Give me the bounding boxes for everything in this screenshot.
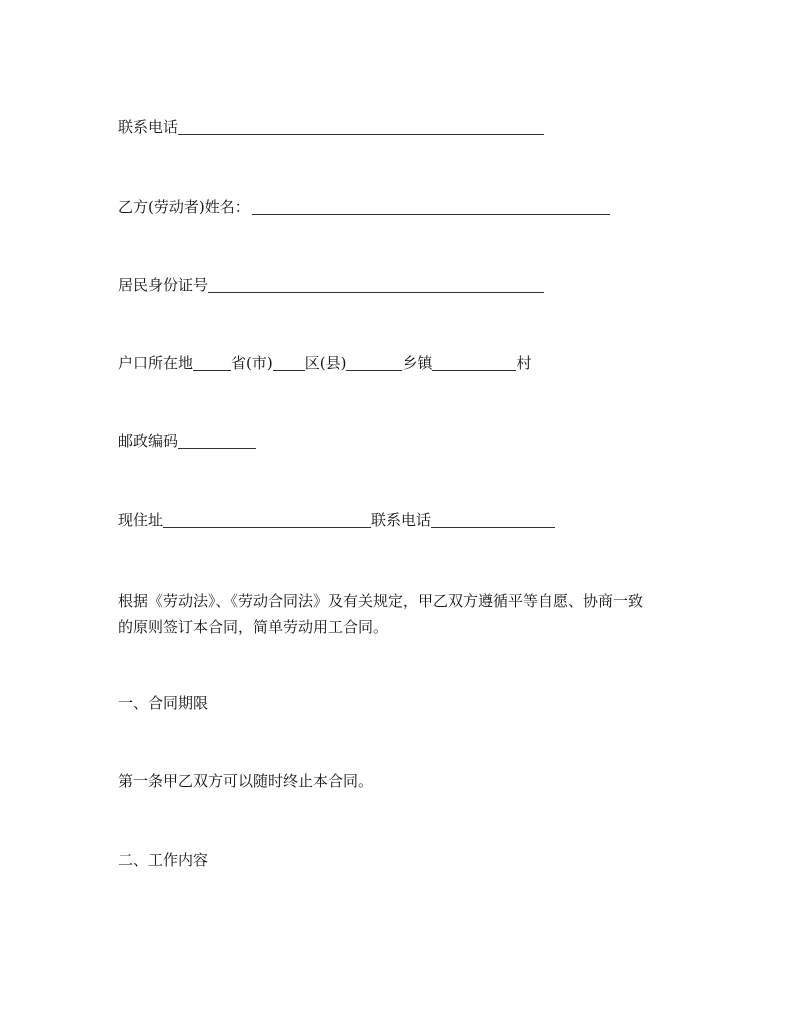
postal-code-blank[interactable] (178, 433, 256, 449)
section-1-body (118, 768, 698, 794)
section-1-heading (118, 690, 698, 716)
hukou-label: 户口所在地 (118, 354, 194, 372)
contact-phone-blank[interactable] (178, 119, 544, 135)
intro-line-1: 根据《劳动法》、《劳动合同法》及有关规定，甲乙双方遵循平等自愿、协商一致 (118, 592, 644, 610)
contact-phone-label: 联系电话 (118, 118, 179, 136)
hukou-province-label: 省(市) (231, 354, 273, 372)
section-2-heading (118, 847, 698, 873)
address-phone-label: 联系电话 (371, 511, 432, 529)
postal-code-line (118, 432, 256, 450)
address-label: 现住址 (118, 511, 164, 529)
intro-paragraph (118, 588, 698, 640)
section-heading-text: 一、合同期限 (118, 694, 209, 712)
id-number-line (118, 276, 544, 294)
hukou-district-label: 区(县) (304, 354, 347, 372)
hukou-province-blank[interactable] (193, 355, 231, 371)
section-body-text: 第一条甲乙双方可以随时终止本合同。 (118, 772, 374, 790)
postal-code-label: 邮政编码 (118, 432, 179, 450)
address-phone-blank[interactable] (431, 512, 555, 528)
hukou-township-blank[interactable] (346, 355, 402, 371)
party-b-name-label: 乙方(劳动者)姓名： (118, 198, 250, 216)
hukou-village-blank[interactable] (432, 355, 516, 371)
hukou-township-label: 乡镇 (402, 354, 433, 372)
party-b-name-line (118, 198, 610, 216)
hukou-village-label: 村 (516, 354, 532, 372)
address-blank[interactable] (163, 512, 371, 528)
id-number-blank[interactable] (208, 277, 544, 293)
hukou-district-blank[interactable] (273, 355, 305, 371)
section-heading-text: 二、工作内容 (118, 851, 209, 869)
id-number-label: 居民身份证号 (118, 276, 209, 294)
intro-line-2: 的原则签订本合同，简单劳动用工合同。 (118, 618, 389, 636)
contact-phone-line (118, 118, 544, 136)
hukou-line (118, 354, 531, 372)
party-b-name-blank[interactable] (252, 199, 610, 215)
address-line (118, 511, 555, 529)
